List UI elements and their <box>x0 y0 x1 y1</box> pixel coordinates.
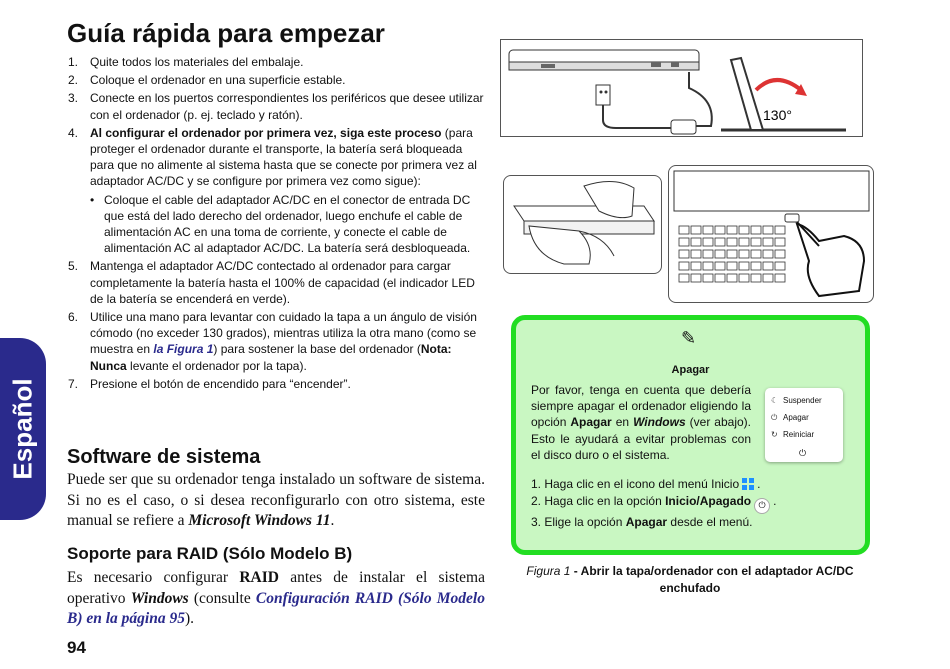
bold-text: RAID <box>239 569 279 586</box>
step-text: Utilice una mano para levantar con cuidado la tapa a un ángulo de visión cómodo (no exceder 130 grados), mientras utiliza la otra mano (como se muestra en <box>90 310 477 357</box>
bullet-icon: • <box>90 192 95 207</box>
paragraph-text: ). <box>184 610 195 627</box>
note-step <box>531 514 861 531</box>
step-item <box>68 309 488 374</box>
power-menu <box>765 388 843 462</box>
steps-list <box>68 54 488 394</box>
software-paragraph <box>67 470 485 532</box>
note-body <box>531 382 751 463</box>
step-text: (para proteger el ordenador durante el transporte, la batería será bloqueada para que no alimente al sistema hasta que se conecte por primera vez al adaptador AC/DC y se configure por primera vez como sigue): <box>90 125 477 189</box>
note-step <box>531 493 861 514</box>
moon-icon: ☾ <box>771 396 779 405</box>
paragraph-text: . <box>330 512 335 529</box>
emphasis-text: Microsoft Windows 11 <box>188 512 331 529</box>
sub-bullet-item <box>90 192 488 257</box>
paragraph-text: Puede ser que su ordenador tenga instalado un software de sistema. Si no es el caso, o si desea reconfigurarlo con otro sistema, este manual se refiere a <box>67 471 485 529</box>
language-tab-label: Español <box>7 378 38 480</box>
windows-start-icon <box>742 478 754 490</box>
paragraph-text: Es necesario configurar <box>67 569 240 586</box>
note-bold-text: Apagar <box>570 415 612 430</box>
caption-text: - Abrir la tapa/ordenador con el adaptador AC/DC enchufado <box>570 564 854 595</box>
language-tab <box>0 338 46 520</box>
software-heading: Software de sistema <box>67 446 261 468</box>
menu-item-shutdown[interactable] <box>771 413 809 423</box>
step-number: 1. <box>68 55 79 69</box>
step-item <box>68 90 488 122</box>
step-number: 6. <box>68 310 79 325</box>
step-number: 2. <box>68 73 79 88</box>
step-item <box>68 54 488 70</box>
note-steps <box>531 476 861 532</box>
page-number: 94 <box>67 638 86 657</box>
power-button-illustration <box>668 165 874 303</box>
note-step-bold: Apagar <box>625 515 668 530</box>
note-title: Apagar <box>671 364 710 376</box>
note-step-text: 1. Haga clic en el icono del menú Inicio <box>531 477 740 491</box>
figure-link[interactable]: la Figura 1 <box>153 342 214 357</box>
paragraph-text: (consulte <box>188 589 256 607</box>
step-text: Mantenga el adaptador AC/DC contectado al ordenador para cargar completamente la batería hasta el 100% de capacidad (el indicador LED de la batería se encenderá en verde). <box>90 259 475 306</box>
note-step-text: . <box>757 477 761 491</box>
caption-label: Figura 1 <box>526 564 571 578</box>
page-title: Guía rápida para empezar <box>67 18 385 48</box>
note-step-text: 3. Elige la opción <box>531 515 626 530</box>
raid-heading: Soporte para RAID (Sólo Modelo B) <box>67 544 353 563</box>
restart-icon: ↻ <box>771 430 778 439</box>
menu-item-suspend[interactable] <box>771 396 822 405</box>
step-number: 3. <box>68 91 79 106</box>
step-item <box>68 376 488 392</box>
paragraph-text: antes de instalar el sistema operativo <box>67 569 485 607</box>
note-step-text: desde el menú. <box>667 515 753 530</box>
raid-config-link[interactable]: Configuración RAID (Sólo Modelo B) en la página 95 <box>67 589 485 627</box>
step-text: Conecte en los puertos correspondientes los periféricos que desee utilizar con el ordenador (p. ej. teclado y ratón). <box>90 91 484 122</box>
step-bold-text: Nota: Nunca <box>90 342 452 373</box>
step-text: levante el ordenador por la tapa). <box>126 358 307 373</box>
emphasis-text: Windows <box>130 589 189 607</box>
note-step-bold: Inicio/Apagado <box>665 494 752 509</box>
raid-paragraph <box>67 568 485 630</box>
note-step <box>531 476 861 493</box>
step-text: Coloque el ordenador en una superficie estable. <box>90 73 346 88</box>
power-button-icon[interactable]: ⏻ <box>799 448 807 458</box>
menu-item-label: Reiniciar <box>783 430 815 439</box>
menu-item-restart[interactable] <box>771 430 814 439</box>
step-item <box>68 72 488 88</box>
power-icon: ⏻ <box>771 413 778 422</box>
power-icon: ⏻ <box>754 498 770 514</box>
step-text: Presione el botón de encendido para “encender”. <box>90 376 351 391</box>
note-text: Por favor, tenga en cuenta que debería siempre apagar el ordenador eligiendo la opción <box>531 383 751 430</box>
note-step-text: 2. Haga clic en la opción <box>531 494 666 509</box>
step-item <box>68 125 488 257</box>
figure-caption <box>520 563 860 597</box>
step-number: 5. <box>68 259 79 274</box>
step-item <box>68 258 488 307</box>
step-text: ) para sostener la base del ordenador ( <box>213 342 421 357</box>
note-step-text: . <box>773 494 777 509</box>
shutdown-note <box>511 315 870 555</box>
step-number: 4. <box>68 125 79 140</box>
note-bold-text: Windows <box>633 415 686 430</box>
menu-item-label: Suspender <box>783 396 822 405</box>
hands-opening-lid-illustration <box>503 175 662 274</box>
angle-label: 130° <box>763 107 792 123</box>
note-text: en <box>611 415 634 430</box>
pencil-icon: ✎ <box>681 328 697 348</box>
step-text: Quite todos los materiales del embalaje. <box>90 55 304 69</box>
note-text: (ver abajo). Esto le ayudará a evitar problemas con el disco duro o el sistema. <box>531 415 752 462</box>
sub-bullet-text: Coloque el cable del adaptador AC/DC en el conector de entrada DC que está del lado derecho del ordenador, luego enchufe el cable de alimentación AC en una toma de corriente, y conecte el cable de alimentación AC al adaptador AC/DC. La batería será desbloqueada. <box>104 192 471 256</box>
menu-item-label: Apagar <box>783 413 809 422</box>
step-number: 7. <box>68 376 79 391</box>
laptop-side-illustration <box>500 39 863 137</box>
step-bold-text: Al configurar el ordenador por primera vez, siga este proceso <box>90 125 442 140</box>
